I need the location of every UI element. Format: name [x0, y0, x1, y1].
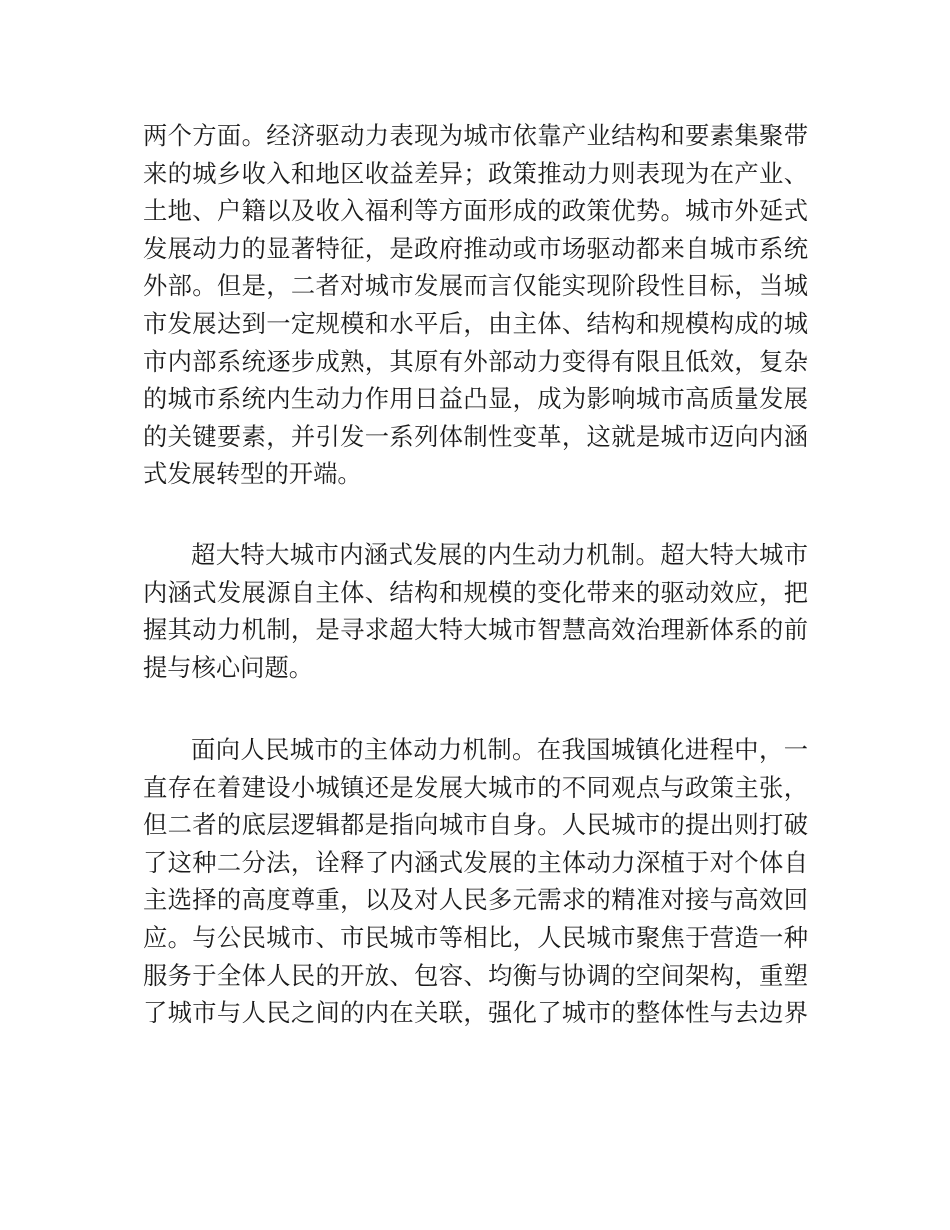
paragraph-line: 提与核心问题。	[143, 652, 314, 682]
paragraph-line: 市内部系统逐步成熟，其原有外部动力变得有限且低效，复杂	[143, 346, 808, 376]
paragraph-line: 内涵式发展源自主体、结构和规模的变化带来的驱动效应，把	[143, 577, 808, 607]
paragraph-line: 来的城乡收入和地区收益差异；政策推动力则表现为在产业、	[143, 158, 808, 188]
paragraph-2	[143, 536, 808, 686]
paragraph-line: 应。与公民城市、市民城市等相比，人民城市聚焦于营造一种	[143, 922, 808, 952]
paragraph-line: 直存在着建设小城镇还是发展大城市的不同观点与政策主张，	[143, 772, 808, 802]
paragraph-line: 但二者的底层逻辑都是指向城市自身。人民城市的提出则打破	[143, 810, 808, 840]
paragraph-line: 市发展达到一定规模和水平后，由主体、结构和规模构成的城	[143, 308, 808, 338]
paragraph-line: 式发展转型的开端。	[143, 459, 362, 489]
paragraph-line: 了这种二分法，诠释了内涵式发展的主体动力深植于对个体自	[143, 847, 808, 877]
paragraph-line: 外部。但是，二者对城市发展而言仅能实现阶段性目标，当城	[143, 271, 808, 301]
paragraph-line: 发展动力的显著特征，是政府推动或市场驱动都来自城市系统	[143, 233, 808, 263]
paragraph-line: 面向人民城市的主体动力机制。在我国城镇化进程中，一	[191, 735, 808, 764]
paragraph-line: 超大特大城市内涵式发展的内生动力机制。超大特大城市	[191, 540, 808, 569]
paragraph-line: 的关键要素，并引发一系列体制性变革，这就是城市迈向内涵	[143, 421, 808, 451]
paragraph-line: 的城市系统内生动力作用日益凸显，成为影响城市高质量发展	[143, 384, 808, 414]
paragraph-line: 主选择的高度尊重，以及对人民多元需求的精准对接与高效回	[143, 885, 808, 915]
paragraph-line: 服务于全体人民的开放、包容、均衡与协调的空间架构，重塑	[143, 960, 808, 990]
paragraph-line: 土地、户籍以及收入福利等方面形成的政策优势。城市外延式	[143, 196, 808, 226]
paragraph-3	[143, 731, 808, 1032]
paragraph-1	[143, 117, 808, 493]
paragraph-line: 握其动力机制，是寻求超大特大城市智慧高效治理新体系的前	[143, 615, 808, 645]
paragraph-line: 两个方面。经济驱动力表现为城市依靠产业结构和要素集聚带	[143, 121, 808, 150]
paragraph-line: 了城市与人民之间的内在关联，强化了城市的整体性与去边界	[143, 998, 808, 1028]
